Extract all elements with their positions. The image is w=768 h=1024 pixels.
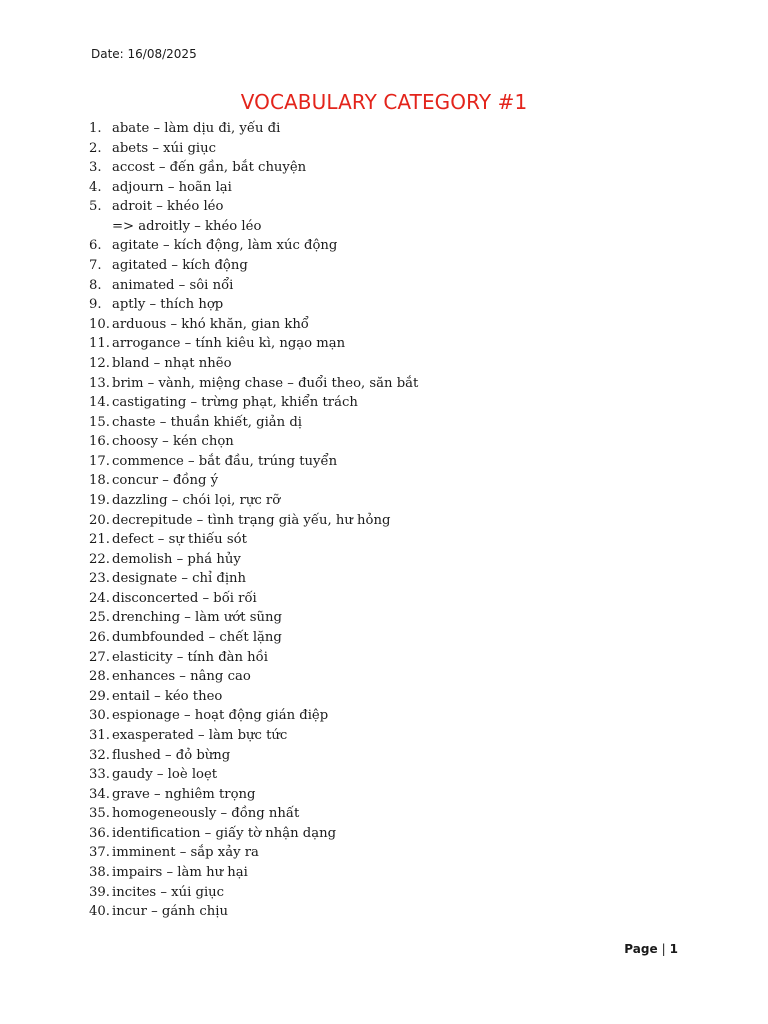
list-item-number: 17. (89, 453, 110, 469)
list-item (89, 452, 418, 472)
list-item-text: identification – giấy tờ nhận dạng (112, 825, 337, 841)
list-item (89, 158, 418, 178)
list-item-number: 10. (89, 316, 110, 332)
list-item-number: 6. (89, 238, 102, 254)
list-item-number: 34. (89, 786, 110, 802)
list-item-text: gaudy – loè loẹt (112, 767, 218, 783)
list-item (89, 608, 418, 628)
list-item-text: brim – vành, miệng chase – đuổi theo, săn bắt (112, 375, 419, 391)
list-item-number: 38. (89, 864, 110, 880)
list-item-number: 3. (89, 160, 102, 176)
list-item-text: homogeneously – đồng nhất (112, 806, 300, 822)
list-item (89, 550, 418, 570)
list-item-text: disconcerted – bối rối (112, 590, 257, 606)
list-item (89, 295, 418, 315)
list-item-number: 21. (89, 532, 110, 548)
list-item-number: 32. (89, 747, 110, 763)
list-item-text: arduous – khó khăn, gian khổ (112, 316, 309, 332)
list-item (89, 530, 418, 550)
list-item (89, 432, 418, 452)
list-item-text: commence – bắt đầu, trúng tuyển (112, 453, 338, 469)
list-item-number: 26. (89, 630, 110, 646)
list-item (89, 628, 418, 648)
list-item (89, 374, 418, 394)
list-item (89, 863, 418, 883)
list-item-text: abets – xúi giục (112, 140, 217, 156)
list-item (89, 119, 418, 139)
list-item (89, 569, 418, 589)
list-item-number: 18. (89, 473, 110, 489)
list-item (89, 334, 418, 354)
list-item (89, 883, 418, 903)
list-item-number: 8. (89, 277, 102, 293)
list-item-number: 40. (89, 904, 110, 920)
list-item (89, 765, 418, 785)
list-item-text: impairs – làm hư hại (112, 864, 248, 880)
list-item-text: => adroitly – khéo léo (112, 218, 262, 234)
page-separator: | (661, 942, 666, 956)
list-item-number: 7. (89, 258, 102, 274)
list-item-text: designate – chỉ định (112, 571, 247, 587)
list-item (89, 804, 418, 824)
list-item-number: 30. (89, 708, 110, 724)
list-item-number: 11. (89, 336, 110, 352)
list-item-number: 35. (89, 806, 110, 822)
document-title: VOCABULARY CATEGORY #1 (240, 90, 528, 114)
list-item-text: chaste – thuần khiết, giản dị (112, 414, 303, 430)
list-item-number: 15. (89, 414, 110, 430)
list-item-text: imminent – sắp xảy ra (112, 845, 259, 861)
list-item (89, 589, 418, 609)
list-item-text: espionage – hoạt động gián điệp (112, 708, 329, 724)
list-item (89, 139, 418, 159)
list-item-number: 33. (89, 767, 110, 783)
list-item-text: entail – kéo theo (112, 688, 223, 704)
list-item-number: 9. (89, 297, 102, 313)
list-item-text: agitate – kích động, làm xúc động (112, 238, 338, 254)
list-item-text: defect – sự thiếu sót (112, 532, 247, 548)
list-item (89, 687, 418, 707)
list-item-number: 1. (89, 121, 102, 136)
list-item-text: castigating – trừng phạt, khiển trách (112, 395, 358, 411)
list-item-text: choosy – kén chọn (112, 434, 234, 450)
list-item-number: 20. (89, 512, 110, 528)
list-item-text: dazzling – chói lọi, rực rỡ (112, 492, 281, 508)
list-item (89, 236, 418, 256)
list-item (89, 276, 418, 296)
list-item-text: adroit – khéo léo (112, 199, 224, 215)
list-item (89, 354, 418, 374)
list-item (89, 824, 418, 844)
list-item-text: agitated – kích động (112, 258, 248, 274)
list-item-number: 22. (89, 551, 110, 567)
list-item-number: 31. (89, 727, 110, 743)
list-item (89, 393, 418, 413)
document-date: Date: 16/08/2025 (91, 47, 197, 61)
list-item-number: 5. (89, 199, 102, 215)
list-item-text: animated – sôi nổi (112, 277, 234, 293)
list-item-text: flushed – đỏ bừng (112, 747, 231, 763)
list-item-text: grave – nghiêm trọng (112, 786, 256, 802)
list-item-text: accost – đến gần, bắt chuyện (112, 160, 307, 176)
list-item-text: enhances – nâng cao (112, 669, 251, 685)
list-item (89, 256, 418, 276)
list-item-text: exasperated – làm bực tức (112, 727, 288, 743)
list-item (89, 785, 418, 805)
list-item (89, 843, 418, 863)
list-item-text: demolish – phá hủy (112, 551, 241, 567)
list-item-text: arrogance – tính kiêu kì, ngạo mạn (112, 336, 346, 352)
list-item-number: 29. (89, 688, 110, 704)
list-item-text: adjourn – hoãn lại (112, 179, 232, 195)
page-label: Page (624, 942, 658, 956)
list-item-text: decrepitude – tình trạng già yếu, hư hỏng (112, 512, 391, 528)
list-item-number: 39. (89, 884, 110, 900)
list-item (89, 746, 418, 766)
list-item (89, 413, 418, 433)
list-item (89, 511, 418, 531)
page-footer (624, 942, 678, 956)
list-item-text: aptly – thích hợp (112, 297, 224, 313)
vocabulary-list (89, 119, 418, 922)
list-item (89, 471, 418, 491)
list-item-number: 2. (89, 140, 102, 156)
list-item-number: 4. (89, 179, 102, 195)
list-item-number (89, 217, 112, 237)
list-item (89, 902, 418, 922)
list-item (89, 197, 418, 217)
page-number: 1 (669, 942, 678, 956)
list-item-number: 13. (89, 375, 110, 391)
list-item-number: 25. (89, 610, 110, 626)
list-item-text: abate – làm dịu đi, yếu đi (112, 121, 281, 136)
list-item (89, 726, 418, 746)
list-item (89, 217, 418, 237)
list-item (89, 648, 418, 668)
list-item-number: 27. (89, 649, 110, 665)
list-item-text: incur – gánh chịu (112, 904, 228, 920)
list-item (89, 706, 418, 726)
list-item-number: 28. (89, 669, 110, 685)
list-item-text: dumbfounded – chết lặng (112, 630, 282, 646)
list-item-number: 19. (89, 492, 110, 508)
list-item (89, 315, 418, 335)
list-item (89, 491, 418, 511)
list-item-number: 36. (89, 825, 110, 841)
list-item-number: 24. (89, 590, 110, 606)
list-item-text: drenching – làm ướt sũng (112, 610, 282, 626)
list-item-text: incites – xúi giục (112, 884, 225, 900)
list-item-text: bland – nhạt nhẽo (112, 355, 232, 371)
list-item-text: elasticity – tính đàn hồi (112, 649, 268, 665)
list-item-number: 37. (89, 845, 110, 861)
list-item-text: concur – đồng ý (112, 473, 219, 489)
list-item-number: 14. (89, 395, 110, 411)
list-item (89, 178, 418, 198)
list-item-number: 23. (89, 571, 110, 587)
list-item (89, 667, 418, 687)
list-item-number: 12. (89, 355, 110, 371)
list-item-number: 16. (89, 434, 110, 450)
